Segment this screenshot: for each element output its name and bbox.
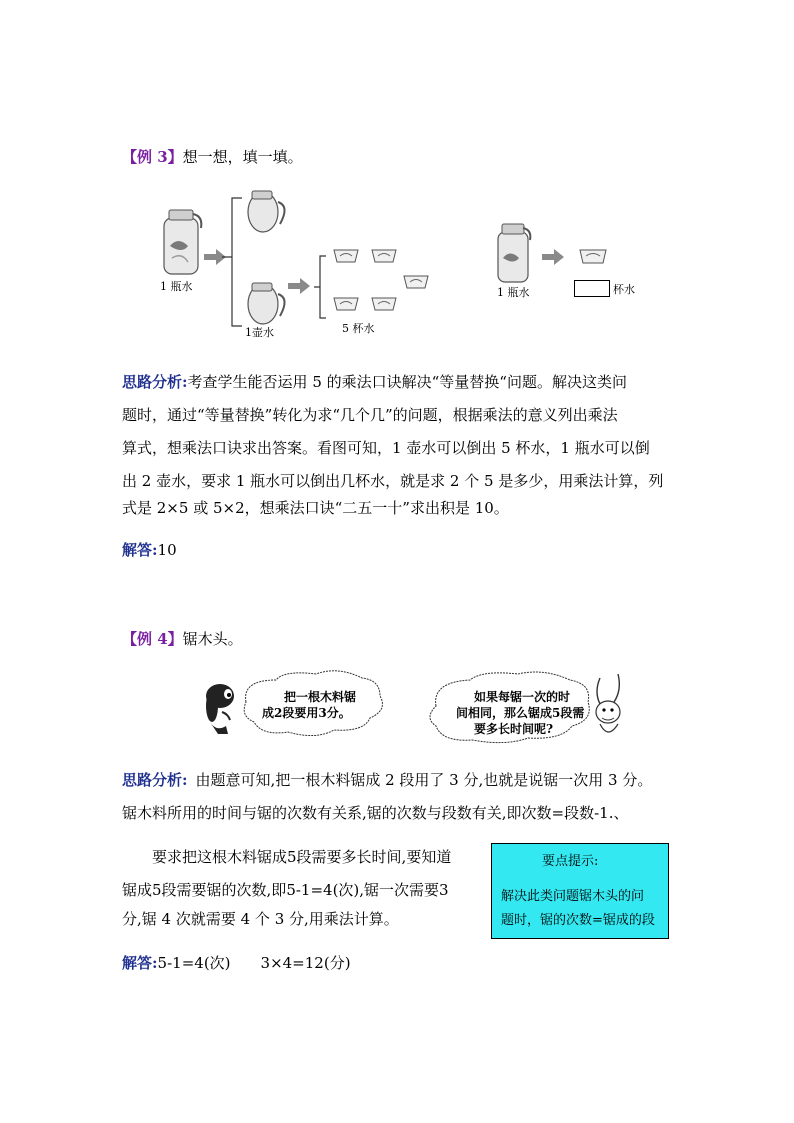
analysis3-line-3: 算式，想乘法口诀求出答案。看图可知，1 壶水可以倒出 5 杯水，1 瓶水可以倒	[122, 439, 650, 457]
caption-bottle-left: 1 瓶水	[160, 280, 193, 293]
teacup-icon	[580, 250, 606, 263]
tip-line-2: 题时，锯的次数=锯成的段	[501, 913, 655, 928]
analysis4-line-1: 思路分析: 由题意可知,把一根木料锯成 2 段用了 3 分,也就是说锯一次用 3 分。	[122, 771, 653, 789]
analysis3-line-5: 式是 2×5 或 5×2，想乘法口诀“二五一十”求出积是 10。	[122, 499, 509, 517]
analysis3-line-4: 出 2 壶水，要求 1 瓶水可以倒出几杯水，就是求 2 个 5 是多少，用乘法计算，列	[122, 472, 664, 490]
arrow-right-icon	[288, 278, 310, 294]
bracket-icon	[314, 256, 326, 318]
answer4-part-1: 5-1=4(次)	[157, 954, 231, 972]
bubble-right-line-2: 间相同，那么锯成5段需	[456, 706, 585, 720]
answer3-value: 10	[157, 541, 177, 559]
arrow-right-icon	[542, 249, 564, 265]
teapot-icon	[248, 283, 285, 324]
answer-blank-box[interactable]	[574, 280, 610, 297]
answer3-label: 解答:	[122, 541, 158, 559]
bubble-right-line-1: 如果每锯一次的时	[474, 690, 571, 704]
rabbit-icon	[596, 674, 620, 732]
tip-box	[491, 843, 669, 939]
answer4	[122, 953, 351, 973]
body4-line-3: 分,锯 4 次就需要 4 个 3 分,用乘法计算。	[122, 910, 399, 928]
teacup-icon	[334, 298, 358, 310]
answer4-part-2: 3×4=12(分)	[260, 954, 351, 972]
analysis3-label: 思路分析:	[122, 373, 188, 391]
caption-pot: 1壶水	[245, 326, 274, 339]
thermos-bottle-icon	[498, 224, 530, 282]
teacup-icon	[372, 298, 396, 310]
example3-label: 【例 3】	[122, 148, 183, 166]
analysis3-line-2: 题时，通过“等量替换”转化为求“几个几”的问题，根据乘法的意义列出乘法	[122, 406, 618, 424]
example4-label: 【例 4】	[122, 630, 183, 648]
analysis4-label: 思路分析:	[122, 771, 188, 789]
bracket-icon	[222, 198, 242, 326]
teacup-icon	[372, 250, 396, 262]
body4-line-2: 锯成5段需要锯的次数,即5-1=4(次),锯一次需要3	[122, 881, 449, 899]
teapot-icon	[248, 191, 285, 232]
caption-bottle-right: 1 瓶水	[497, 286, 530, 299]
example4-heading	[122, 629, 243, 649]
analysis3-line-1: 思路分析:考查学生能否运用 5 的乘法口诀解决“等量替换“问题。解决这类问	[122, 373, 627, 391]
example3-title: 想一想，填一填。	[182, 148, 303, 166]
answer4-label: 解答:	[122, 954, 158, 972]
answer3	[122, 540, 177, 560]
tip-line-1: 解决此类问题锯木头的问	[501, 889, 645, 904]
bubble-left-line-1: 把一根木料锯	[284, 690, 357, 704]
analysis4-line-2: 锯木料所用的时间与锯的次数有关系,锯的次数与段数有关,即次数=段数-1.、	[122, 804, 629, 822]
example3-figure-left	[160, 186, 460, 346]
example4-title: 锯木头。	[182, 630, 243, 648]
thermos-bottle-icon	[164, 210, 201, 274]
teacup-icon	[404, 276, 428, 288]
example3-heading	[122, 147, 303, 167]
tip-title: 要点提示:	[542, 854, 599, 869]
bubble-right-line-3: 要多长时间呢?	[474, 722, 554, 736]
caption-cups-right: 杯水	[613, 283, 635, 296]
dog-icon	[206, 684, 234, 734]
bubble-left-line-2: 成2段要用3分。	[262, 706, 351, 720]
caption-cups: 5 杯水	[342, 322, 375, 335]
teacup-icon	[334, 250, 358, 262]
body4-line-1: 要求把这根木料锯成5段需要多长时间,要知道	[152, 848, 452, 866]
